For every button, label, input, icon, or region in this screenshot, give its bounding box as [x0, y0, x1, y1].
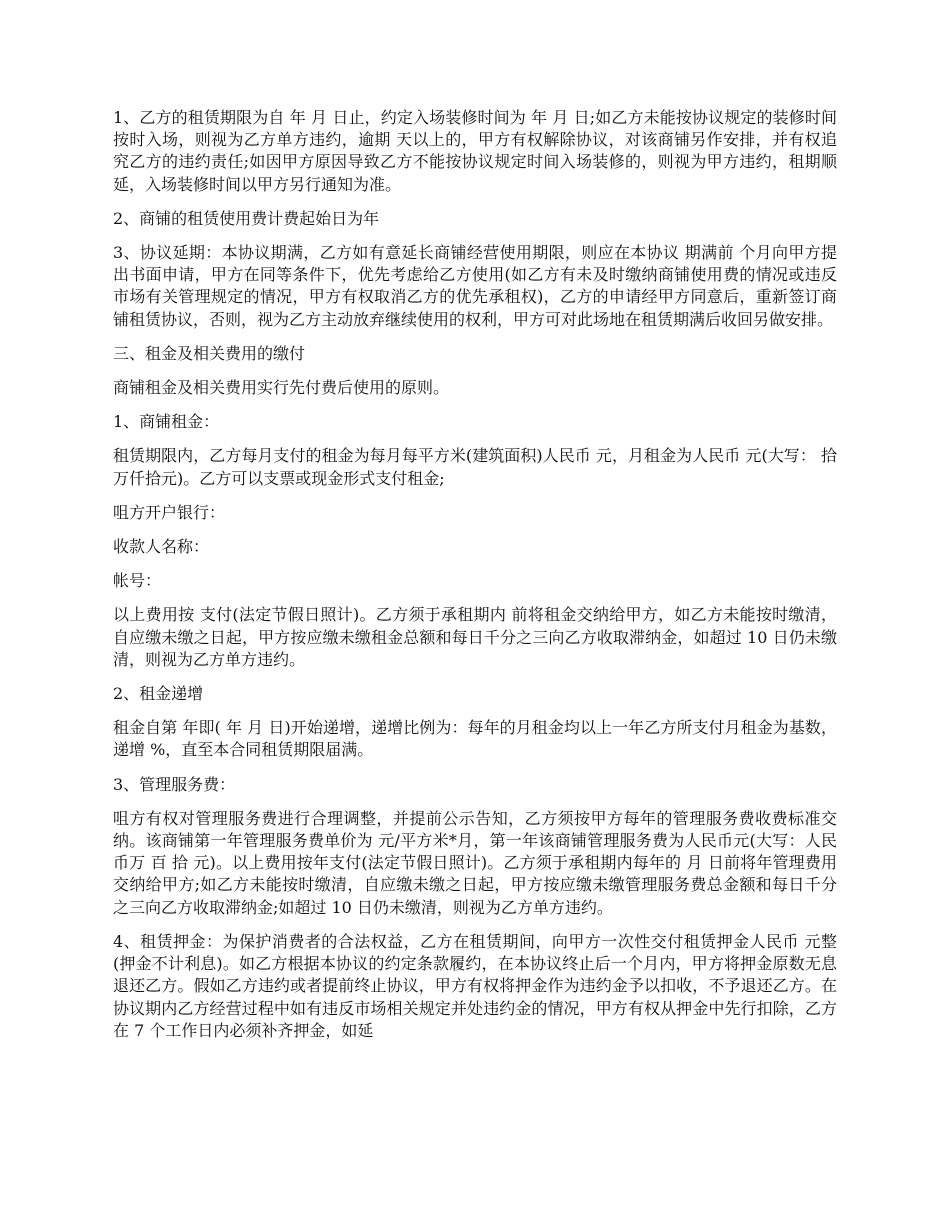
- paragraph-extension: 3、协议延期：本协议期满，乙方如有意延长商铺经营使用期限，则应在本协议 期满前 个月向甲方提出书面申请，甲方在同等条件下，优先考虑给乙方使用(如乙方有未及时缴纳商铺使用费的情况或违反市场有关管理规定的情况，甲方有权取消乙方的优先承租权)，乙方的申请经甲方同意后，重新签订商铺租赁协议，否则，视为乙方主动放弃继续使用的权利，甲方可对此场地在租赁期满后收回另做安排。: [113, 243, 837, 329]
- subheading-rent-increase: 2、租金递增: [113, 684, 204, 704]
- paragraph-management-fee: 咀方有权对管理服务费进行合理调整，并提前公示告知，乙方须按甲方每年的管理服务费收费标准交纳。该商铺第一年管理服务费单价为 元/平方米*月，第一年该商铺管理服务费为人民币元(大写：人民币万 百 拾 元)。以上费用按年支付(法定节假日照计)。乙方须于承租期内每年的 月 日前将年管理费用交纳给甲方;如乙方未能按时缴清，自应缴未缴之日起，甲方按应缴未缴管理服务费总金额和每日千分之三向乙方收取滞纳金;如超过 10 日仍未缴清，则视为乙方单方违约。: [113, 808, 837, 917]
- section-heading-rent-payment: 三、租金及相关费用的缴付: [113, 343, 306, 363]
- paragraph-rent-amount: 租赁期限内，乙方每月支付的租金为每月每平方米(建筑面积)人民币 元，月租金为人民币 元(大写： 拾 万仟拾元)。乙方可以支票或现金形式支付租金;: [113, 446, 837, 488]
- paragraph-rent-increase: 租金自第 年即( 年 月 日)开始递增，递增比例为：每年的月租金均以上一年乙方所支付月租金为基数，递增 %，直至本合同租赁期限届满。: [113, 718, 837, 760]
- subheading-shop-rent: 1、商铺租金：: [113, 412, 220, 432]
- field-account-number: 帐号：: [113, 571, 162, 591]
- paragraph-lease-term: 1、乙方的租赁期限为自 年 月 日止，约定入场装修时间为 年 月 日;如乙方未能按协议规定的装修时间按时入场，则视为乙方单方违约，逾期 天以上的，甲方有权解除协议，对该商铺另作安排，并有权追究乙方的违约责任;如因甲方原因导致乙方不能按协议规定时间入场装修的，则视为甲方违约，租期顺延，入场装修时间以甲方另行通知为准。: [113, 108, 837, 194]
- document-body: [113, 107, 837, 1054]
- paragraph-deposit: 4、租赁押金：为保护消费者的合法权益，乙方在租赁期间，向甲方一次性交付租赁押金人民币 元整(押金不计利息)。如乙方根据本协议的约定条款履约，在本协议终止后一个月内，甲方将押金原数无息退还乙方。假如乙方违约或者提前终止协议，甲方有权将押金作为违约金予以扣收，不予退还乙方。在协议期内乙方经营过程中如有违反市场相关规定并处违约金的情况，甲方有权从押金中先行扣除，乙方在 7 个工作日内必须补齐押金，如延: [113, 931, 837, 1040]
- paragraph-payment-terms: 以上费用按 支付(法定节假日照计)。乙方须于承租期内 前将租金交纳给甲方，如乙方未能按时缴清， 自应缴未缴之日起，甲方按应缴未缴租金总额和每日千分之三向乙方收取滞纳金，如超过 10 日仍未缴清，则视为乙方单方违约。: [113, 605, 837, 669]
- paragraph-prepay-principle: 商铺租金及相关费用实行先付费后使用的原则。: [113, 378, 450, 398]
- field-payee-name: 收款人名称：: [113, 537, 210, 557]
- paragraph-billing-start: 2、商铺的租赁使用费计费起始日为年: [113, 208, 380, 228]
- field-bank-name: 咀方开户银行：: [113, 502, 226, 522]
- subheading-management-fee: 3、管理服务费：: [113, 774, 236, 794]
